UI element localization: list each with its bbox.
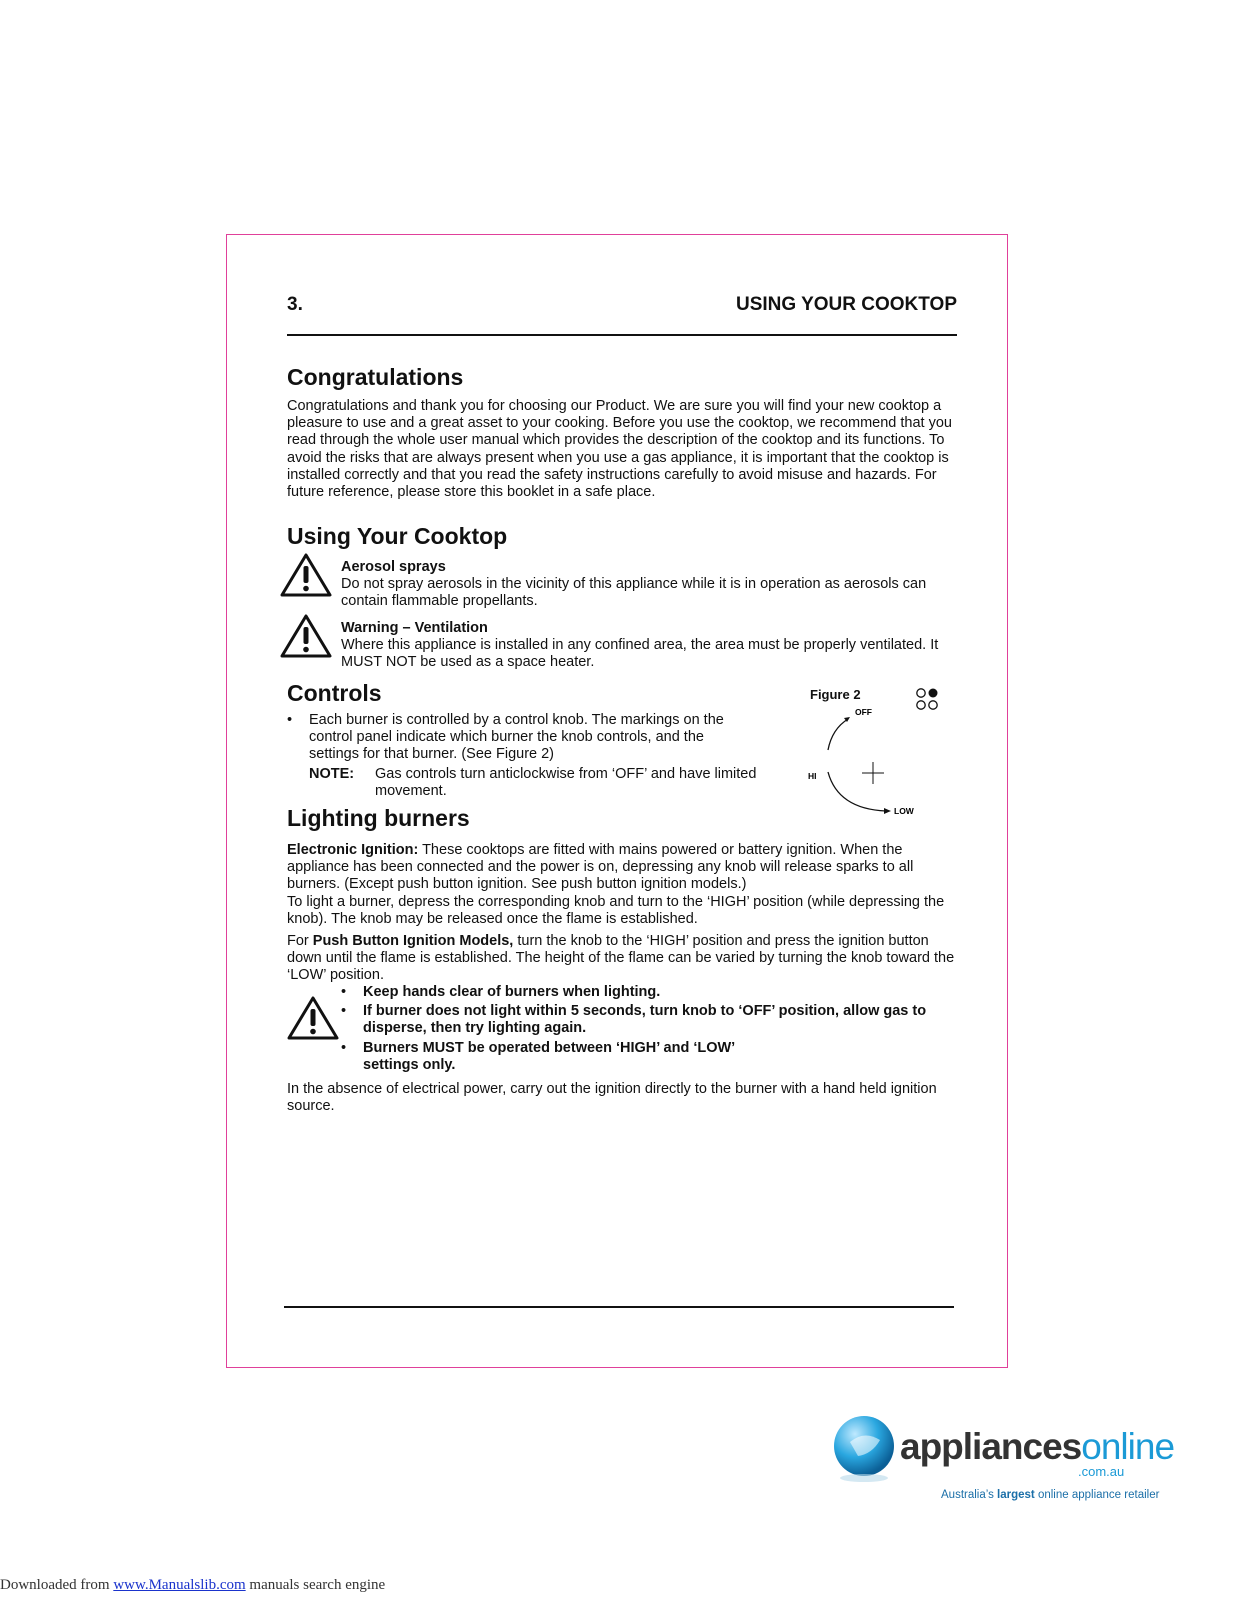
list-item xyxy=(341,984,956,1001)
bullet-mark: • xyxy=(341,1039,347,1056)
controls-note xyxy=(287,766,757,800)
arrowhead xyxy=(884,808,891,814)
burner-indicator-active xyxy=(929,689,938,698)
lighting-warnings xyxy=(341,984,956,1074)
controls-bullet-text: Each burner is controlled by a control knob. The markings on the control panel indicate which burner the knob controls, and the settings for that burner. (See Figure 2) xyxy=(309,712,724,763)
light-burner-text: To light a burner, depress the corresponding knob and turn to the ‘HIGH’ position (while depressing the knob). The knob may be released once the flame is established. xyxy=(287,893,945,927)
warning-body: Where this appliance is installed in any confined area, the area must be properly ventilated. It MUST NOT be used as a space heater. xyxy=(341,637,939,671)
bullet-mark: • xyxy=(341,984,347,1000)
warning-bullet-text: Burners MUST be operated between ‘HIGH’ and ‘LOW’ settings only. xyxy=(363,1039,735,1073)
logo-domain: .com.au xyxy=(1078,1464,1125,1479)
warning-icon xyxy=(287,995,339,1041)
control-knob-diagram xyxy=(800,684,950,824)
ignition-label: Electronic Ignition: xyxy=(287,842,419,858)
burner-indicator-empty xyxy=(917,701,925,709)
note-text: Gas controls turn anticlockwise from ‘OFF’ and have limited movement. xyxy=(375,765,757,799)
label-off: OFF xyxy=(855,707,872,717)
warning-aerosol xyxy=(341,559,956,610)
warning-title: Aerosol sprays xyxy=(341,559,446,575)
warning-ventilation xyxy=(341,620,956,671)
download-footer: Downloaded from www.Manualslib.com manuals search engine xyxy=(0,1577,386,1593)
section-title: USING YOUR COOKTOP xyxy=(736,294,957,315)
closing-paragraph: In the absence of electrical power, carry out the ignition directly to the burner with a hand held ignition source. xyxy=(287,1081,937,1115)
burner-indicator-empty xyxy=(917,689,925,697)
warning-icon xyxy=(280,613,332,659)
push-button-paragraph xyxy=(287,933,957,985)
logo-tagline: Australia’s largest online appliance retailer xyxy=(941,1489,1160,1501)
congratulations-body: Congratulations and thank you for choosing our Product. We are sure you will find your new cooktop a pleasure to use and a great asset to your cooking. Before you use the cooktop, we recommend that you read through the whole user manual which provides the description of the cooktop and its functions. To avoid the risks that are always present when you use a gas appliance, it is important that the cooktop is installed correctly and that you read the safety instructions carefully to avoid misuse and hazards. For future reference, please store this booklet in a safe place. xyxy=(287,398,952,501)
push-prefix: For xyxy=(287,933,313,950)
logo-sphere-icon xyxy=(828,1412,900,1484)
note-label: NOTE: xyxy=(309,765,355,782)
manualslib-link[interactable]: www.Manualslib.com xyxy=(113,1577,246,1593)
push-text: turn the knob to the ‘HIGH’ position and press the ignition button down until the flame is established. The height of the flame can be varied by turning the knob toward the ‘LOW’ position. xyxy=(287,933,955,984)
list-item xyxy=(287,712,757,764)
list-item xyxy=(341,1003,956,1037)
label-low: LOW xyxy=(894,806,914,816)
footer-rule xyxy=(284,1306,954,1308)
arc-hi-to-low xyxy=(828,772,886,811)
warning-bullet-text: Keep hands clear of burners when lighting. xyxy=(363,984,661,1000)
ignition-paragraph xyxy=(287,842,957,894)
appliances-online-logo[interactable] xyxy=(828,1412,1173,1502)
bullet-mark: • xyxy=(287,712,293,728)
warning-title: Warning – Ventilation xyxy=(341,620,488,636)
heading-using-cooktop: Using Your Cooktop xyxy=(287,523,508,549)
heading-congratulations: Congratulations xyxy=(287,364,464,390)
label-hi: HI xyxy=(808,771,817,781)
heading-lighting: Lighting burners xyxy=(287,805,470,831)
burner-indicator-empty xyxy=(929,701,937,709)
ignition-text: These cooktops are fitted with mains powered or battery ignition. When the appliance has been connected and the power is on, depressing any knob will release sparks to all burners. (Except push button ignition. See push button ignition models.) xyxy=(287,842,914,893)
section-number: 3. xyxy=(287,294,303,315)
heading-controls: Controls xyxy=(287,680,382,706)
header-rule xyxy=(287,334,957,336)
warning-icon xyxy=(280,552,332,598)
warning-bullet-text: If burner does not light within 5 seconds, turn knob to ‘OFF’ position, allow gas to disperse, then try lighting again. xyxy=(363,1003,927,1037)
list-item xyxy=(341,1040,956,1074)
push-label: Push Button Ignition Models, xyxy=(312,933,514,950)
logo-wordmark: appliancesonline xyxy=(900,1426,1175,1467)
controls-list xyxy=(287,712,757,800)
figure-label: Figure 2 xyxy=(810,687,861,702)
bullet-mark: • xyxy=(341,1003,347,1020)
arc-off-to-hi xyxy=(828,719,848,750)
warning-body: Do not spray aerosols in the vicinity of this appliance while it is in operation as aerosols can contain flammable propellants. xyxy=(341,576,927,610)
